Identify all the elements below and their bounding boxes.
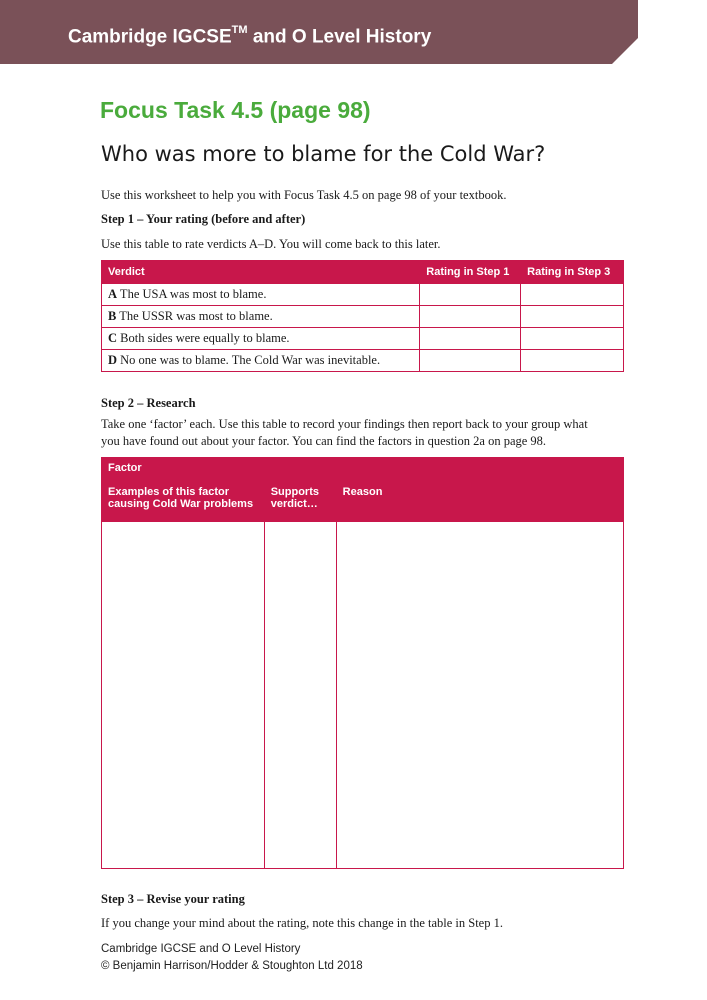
step2-heading: Step 2 – Research	[101, 396, 196, 410]
table-row	[102, 328, 624, 350]
col-rating-step3: Rating in Step 3	[521, 261, 624, 284]
rating-table	[101, 260, 624, 372]
step2-line2: you have found out about your factor. You can find the factors in question 2a on page 98.	[101, 434, 547, 448]
factor-row	[102, 458, 624, 482]
col-examples: Examples of this factor causing Cold War problems	[102, 482, 265, 522]
trademark-mark: TM	[231, 24, 248, 36]
rating-step3-cell[interactable]	[521, 306, 624, 328]
table-row	[102, 284, 624, 306]
intro-text: Use this worksheet to help you with Focus Task 4.5 on page 98 of your textbook.	[101, 188, 507, 202]
col-reason: Reason	[336, 482, 623, 522]
step2-line1: Take one ‘factor’ each. Use this table to record your findings then report back to your group what	[101, 417, 588, 431]
footer-line1: Cambridge IGCSE and O Level History	[101, 943, 301, 955]
col-verdict: Verdict	[102, 261, 420, 284]
table-row	[102, 306, 624, 328]
step3-instruction: If you change your mind about the rating, note this change in the table in Step 1.	[101, 916, 503, 930]
col-rating-step1: Rating in Step 1	[420, 261, 521, 284]
question-heading: Who was more to blame for the Cold War?	[101, 142, 546, 166]
rating-step1-cell[interactable]	[420, 306, 521, 328]
supports-cell[interactable]	[264, 522, 336, 869]
verdict-cell: C Both sides were equally to blame.	[102, 328, 420, 350]
step3-heading: Step 3 – Revise your rating	[101, 892, 245, 906]
reason-cell[interactable]	[336, 522, 623, 869]
verdict-cell: A The USA was most to blame.	[102, 284, 420, 306]
step1-instruction: Use this table to rate verdicts A–D. You will come back to this later.	[101, 237, 441, 251]
step1-heading: Step 1 – Your rating (before and after)	[101, 212, 306, 226]
rating-step1-cell[interactable]	[420, 350, 521, 372]
table-row	[102, 522, 624, 869]
rating-step3-cell[interactable]	[521, 350, 624, 372]
verdict-cell: B The USSR was most to blame.	[102, 306, 420, 328]
factor-label: Factor	[102, 458, 624, 482]
research-table	[101, 457, 624, 869]
rating-step3-cell[interactable]	[521, 284, 624, 306]
col-supports-verdict: Supports verdict…	[264, 482, 336, 522]
examples-cell[interactable]	[102, 522, 265, 869]
table-row	[102, 350, 624, 372]
rating-step1-cell[interactable]	[420, 284, 521, 306]
research-header-row	[102, 482, 624, 522]
verdict-cell: D No one was to blame. The Cold War was inevitable.	[102, 350, 420, 372]
rating-header-row	[102, 261, 624, 284]
rating-step3-cell[interactable]	[521, 328, 624, 350]
task-title: Focus Task 4.5 (page 98)	[100, 97, 371, 123]
header-title: Cambridge IGCSE™ and O Level History	[68, 24, 432, 48]
footer-copyright: © Benjamin Harrison/Hodder & Stoughton Ltd 2018	[101, 960, 363, 972]
rating-step1-cell[interactable]	[420, 328, 521, 350]
